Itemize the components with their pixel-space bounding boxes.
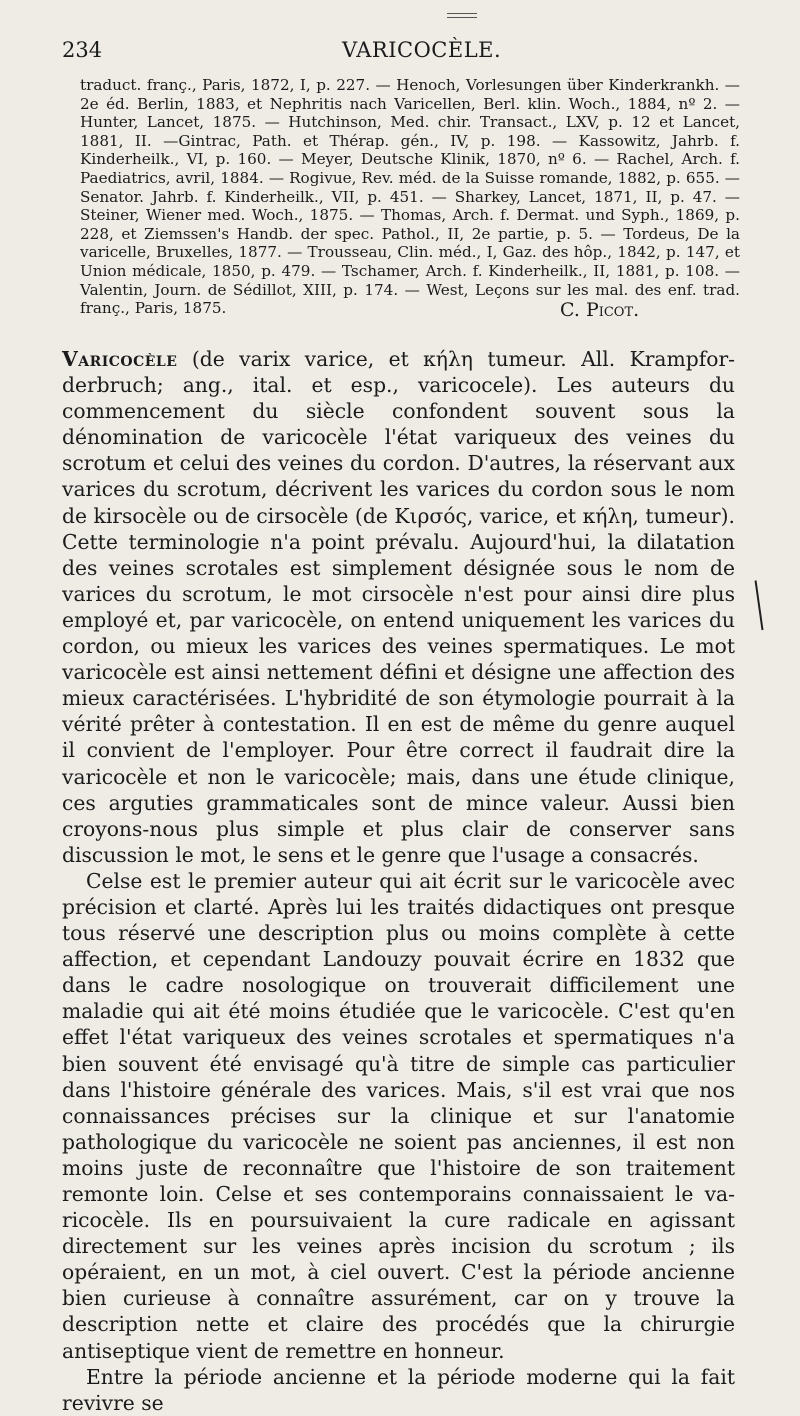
- author-signature: C. Picot.: [560, 299, 640, 321]
- article-body: [62, 346, 735, 1416]
- paragraph-1: [62, 346, 735, 868]
- paragraph-3: Entre la période ancienne et la période moderne qui la fait revivre se: [62, 1364, 735, 1415]
- page-number: 234: [62, 38, 103, 62]
- top-rule: [447, 13, 477, 14]
- entry-title: Varicocèle: [62, 347, 178, 371]
- paragraph-2: Celse est le premier auteur qui ait écrit sur le varicocèle avec précision et clarté. Après lui les traités didactiques ont presque tous réservé une description plus ou moins complète à cette affection, et cependant Landouzy pouvait écrire en 1832 que dans le cadre nosologique on trouverait difficilement une maladie qui ait été moins étudiée que le varicocèle. C'est qu'en effet l'état variqueux des veines scrotales et spermatiques n'a bien souvent été envisagé qu'à titre de simple cas particulier dans l'histoire générale des varices. Mais, s'il est vrai que nos connaissances précises sur la clinique et sur l'anatomie pathologique du varicocèle ne soient pas anciennes, il est non moins juste de reconnaître que l'histoire de son traitement remonte loin. Celse et ses contemporains connaissaient le varicocèle. Ils en poursuivaient la cure radicale en agissant directement sur les veines après incision du scrotum ; ils opéraient, en un mot, à ciel ouvert. C'est la période ancienne bien curieuse à connaître assurément, car on y trouve la description nette et claire des procédés que la chirurgie antiseptique vient de remettre en honneur.: [62, 868, 735, 1363]
- margin-mark: [755, 580, 768, 630]
- running-title: VARICOCÈLE.: [342, 38, 502, 62]
- bibliography-block: traduct. franç., Paris, 1872, I, p. 227. — Henoch, Vorlesungen über Kinderkrankh. — 2e éd. Berlin, 1883, et Nephritis nach Varicellen, Berl. klin. Woch., 1884, nº 2. —Hunter, Lancet, 1875. — Hutchinson, Med. chir. Transact., LXV, p. 12 et Lancet, 1881, II. —Gintrac, Path. et Thérap. gén., IV, p. 198. — Kassowitz, Jahrb. f. Kinderheilk., VI, p. 160. — Meyer, Deutsche Klinik, 1870, nº 6. — Rachel, Arch. f. Paediatrics, avril, 1884. — Rogivue, Rev. méd. de la Suisse romande, 1882, p. 655. — Senator. Jahrb. f. Kinderheilk., VII, p. 451. — Sharkey, Lancet, 1871, II, p. 47. — Steiner, Wiener med. Woch., 1875. — Thomas, Arch. f. Dermat. und Syph., 1869, p. 228, et Ziemssen's Handb. der spec. Pathol., II, 2e partie, p. 5. — Tordeus, De la varicelle, Bruxelles, 1877. — Trousseau, Clin. méd., I, Gaz. des hôp., 1842, p. 147, et Union médicale, 1850, p. 479. — Tschamer, Arch. f. Kinderheilk., II, 1881, p. 108. — Valentin, Journ. de Sédillot, XIII, p. 174. — West, Leçons sur les mal. des enf. trad. franç., Paris, 1875.: [80, 76, 740, 318]
- paragraph-1-text: (de varix varice, et κήλη tumeur. All. Krampforderbruch; ang., ital. et esp., varicocele). Les auteurs du commencement du siècle confondent souvent sous la dénomination de varicocèle l'état variqueux des veines du scrotum et celui des veines du cordon. D'autres, la réservant aux varices du scrotum, décrivent les varices du cordon sous le nom de kirsocèle ou de cirsocèle (de Κιρσός, varice, et κήλη, tumeur). Cette terminologie n'a point prévalu. Aujourd'hui, la dilatation des veines scrotales est simplement désignée sous le nom de varices du scrotum, le mot cirsocèle n'est pour ainsi dire plus employé et, par varicocèle, on entend uniquement les varices du cordon, ou mieux les varices des veines spermatiques. Le mot varicocèle est ainsi nettement défini et désigne une affection des mieux caractérisées. L'hybridité de son étymologie pourrait à la vérité prêter à contestation. Il en est de même du genre auquel il convient de l'employer. Pour être correct il faudrait dire la varicocèle et non le varicocèle; mais, dans une étude clinique, ces arguties grammaticales sont de mince valeur. Aussi bien croyons-nous plus simple et plus clair de conserver sans discussion le mot, le sens et le genre que l'usage a consacrés.: [62, 347, 735, 867]
- top-rule-lower: [447, 17, 477, 18]
- page-header: [62, 38, 762, 68]
